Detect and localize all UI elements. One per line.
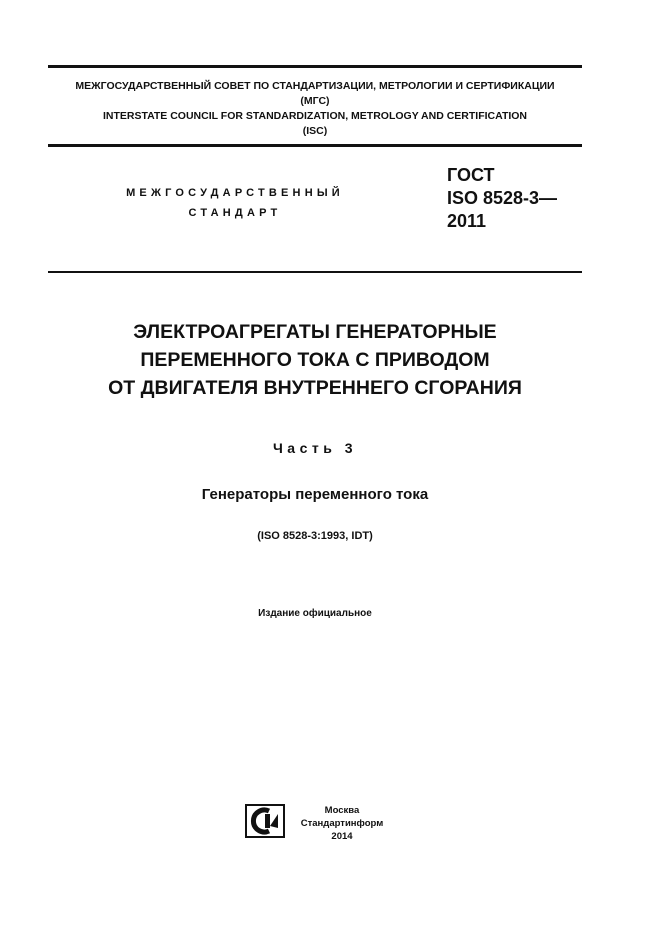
top-rule: [48, 65, 582, 68]
publisher-year: 2014: [331, 831, 353, 842]
council-bottom-rule: [48, 144, 582, 147]
council-abbr-ru: (МГС): [300, 95, 330, 107]
publisher-logo: [245, 804, 285, 838]
gost-designation: [447, 164, 557, 233]
title-line1: ЭЛЕКТРОАГРЕГАТЫ ГЕНЕРАТОРНЫЕ: [133, 321, 497, 343]
gost-label: ГОСТ: [447, 165, 495, 185]
gost-number: ISO 8528-3—: [447, 188, 558, 208]
gost-year: 2011: [447, 211, 487, 231]
standard-type: [110, 183, 360, 223]
edition-label: Издание официальное: [258, 608, 372, 619]
standard-type-line1: МЕЖГОСУДАРСТВЕННЫЙ: [126, 187, 344, 199]
designation-bottom-rule: [48, 271, 582, 273]
title-line3: ОТ ДВИГАТЕЛЯ ВНУТРЕННЕГО СГОРАНИЯ: [108, 377, 522, 399]
publisher-city: Москва: [324, 805, 360, 816]
standard-type-line2: СТАНДАРТ: [188, 207, 282, 219]
council-name-ru: МЕЖГОСУДАРСТВЕННЫЙ СОВЕТ ПО СТАНДАРТИЗАЦИИ, МЕТРОЛОГИИ И СЕРТИФИКАЦИИ: [75, 80, 555, 92]
document-subtitle: Генераторы переменного тока: [201, 486, 429, 503]
publisher-name: Стандартинформ: [300, 818, 384, 829]
part-number: Часть 3: [272, 440, 358, 456]
title-line2: ПЕРЕМЕННОГО ТОКА С ПРИВОДОМ: [140, 349, 490, 371]
publisher-info: [297, 804, 387, 843]
document-title: [40, 318, 590, 402]
council-abbr-en: (ISC): [302, 125, 328, 137]
publisher-logo-icon: [245, 804, 285, 838]
council-name-en: INTERSTATE COUNCIL FOR STANDARDIZATION, METROLOGY AND CERTIFICATION: [102, 110, 528, 122]
iso-reference: (ISO 8528-3:1993, IDT): [257, 530, 373, 542]
council-header: [40, 79, 590, 139]
